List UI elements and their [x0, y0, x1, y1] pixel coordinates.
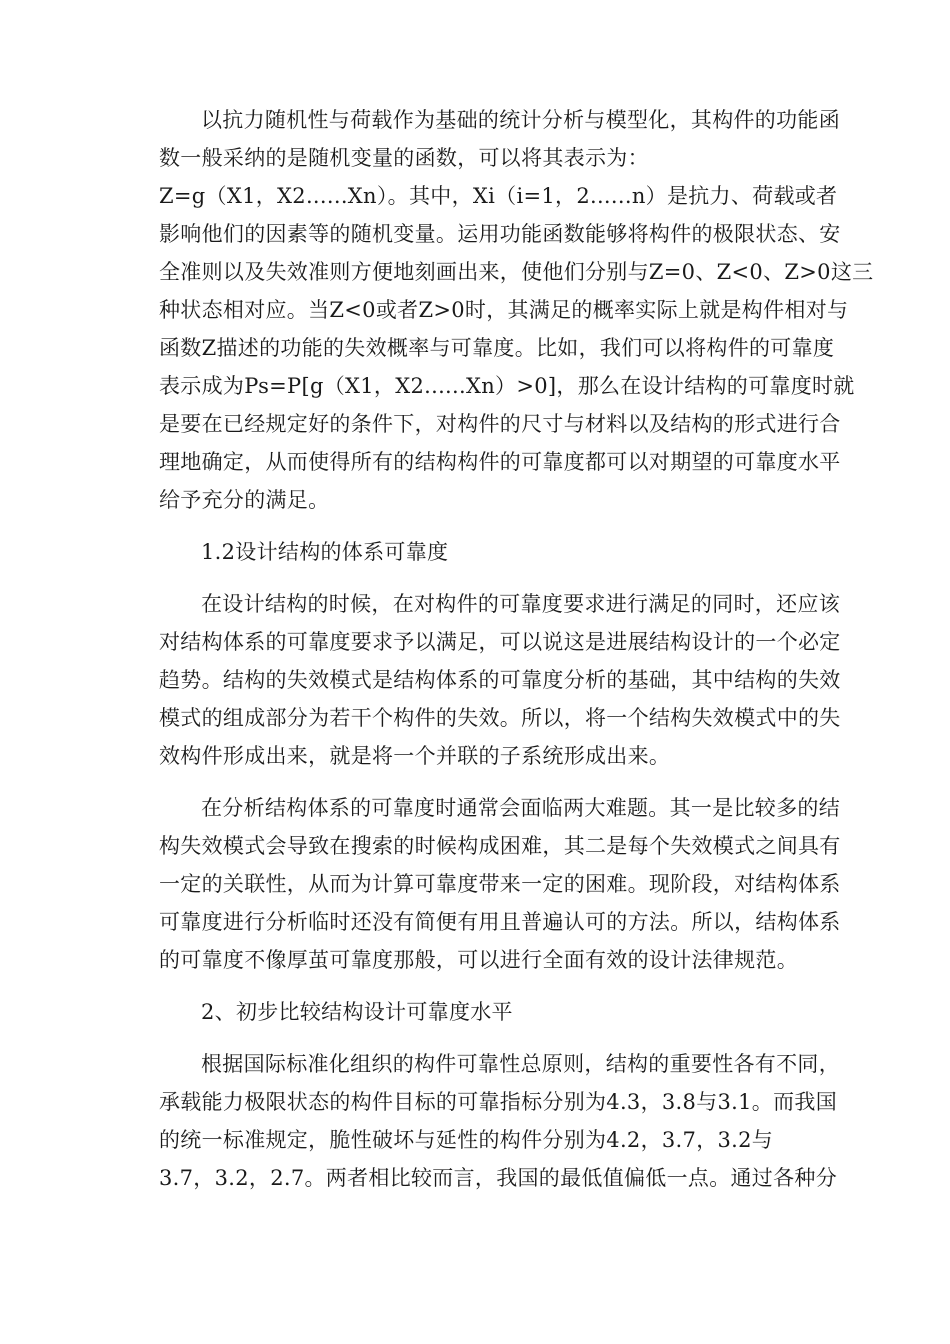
paragraph-analysis-difficulties	[117, 789, 841, 979]
text-line: 全准则以及失效准则方便地刻画出来，使他们分别与Z=0、Z<0、Z>0这三	[159, 260, 874, 284]
document-page	[117, 101, 874, 1197]
section-heading-1-2	[117, 533, 833, 571]
text-line: 表示成为Ps=P[g（X1，X2......Xn）>0]，那么在设计结构的可靠度时就	[159, 374, 855, 398]
text-line: Z=g（X1，X2......Xn）。其中，Xi（i=1，2......n）是抗力、荷载或者	[159, 184, 838, 208]
text-line: 理地确定，从而使得所有的结构构件的可靠度都可以对期望的可靠度水平	[159, 450, 841, 474]
paragraph-component-function	[117, 101, 874, 519]
text-line: 承载能力极限状态的构件目标的可靠指标分别为4.3，3.8与3.1。而我国	[159, 1090, 837, 1114]
text-line: 趋势。结构的失效模式是结构体系的可靠度分析的基础，其中结构的失效	[159, 668, 841, 692]
text-line: 函数Z描述的功能的失效概率与可靠度。比如，我们可以将构件的可靠度	[159, 336, 835, 360]
heading-text: 2、初步比较结构设计可靠度水平	[201, 1000, 513, 1024]
text-line: 影响他们的因素等的随机变量。运用功能函数能够将构件的极限状态、安	[159, 222, 841, 246]
text-line: 模式的组成部分为若干个构件的失效。所以，将一个结构失效模式中的失	[159, 706, 841, 730]
text-line: 的可靠度不像厚茧可靠度那般，可以进行全面有效的设计法律规范。	[159, 948, 798, 972]
text-line: 对结构体系的可靠度要求予以满足，可以说这是进展结构设计的一个必定	[159, 630, 841, 654]
text-line: 可靠度进行分析临时还没有简便有用且普遍认可的方法。所以，结构体系	[159, 910, 841, 934]
text-line: 构失效模式会导致在搜索的时候构成困难，其二是每个失效模式之间具有	[159, 834, 841, 858]
text-line: 在分析结构体系的可靠度时通常会面临两大难题。其一是比较多的结	[201, 796, 840, 820]
heading-text: 1.2设计结构的体系可靠度	[201, 540, 449, 564]
text-line: 种状态相对应。当Z<0或者Z>0时，其满足的概率实际上就是构件相对与	[159, 298, 849, 322]
text-line: 给予充分的满足。	[159, 488, 330, 512]
text-line: 3.7，3.2，2.7。两者相比较而言，我国的最低值偏低一点。通过各种分	[159, 1166, 837, 1190]
text-line: 一定的关联性，从而为计算可靠度带来一定的困难。现阶段，对结构体系	[159, 872, 841, 896]
text-line: 在设计结构的时候，在对构件的可靠度要求进行满足的同时，还应该	[201, 592, 840, 616]
paragraph-system-reliability	[117, 585, 841, 775]
section-heading-2	[117, 993, 833, 1031]
text-line: 根据国际标准化组织的构件可靠性总原则，结构的重要性各有不同，	[201, 1052, 840, 1076]
text-line: 是要在已经规定好的条件下，对构件的尺寸与材料以及结构的形式进行合	[159, 412, 841, 436]
text-line: 的统一标准规定，脆性破坏与延性的构件分别为4.2，3.7，3.2与	[159, 1128, 774, 1152]
text-line: 数一般采纳的是随机变量的函数，可以将其表示为：	[159, 146, 649, 170]
text-line: 以抗力随机性与荷载作为基础的统计分析与模型化，其构件的功能函	[201, 108, 840, 132]
text-line: 效构件形成出来，就是将一个并联的子系统形成出来。	[159, 744, 671, 768]
paragraph-reliability-levels	[117, 1045, 840, 1197]
